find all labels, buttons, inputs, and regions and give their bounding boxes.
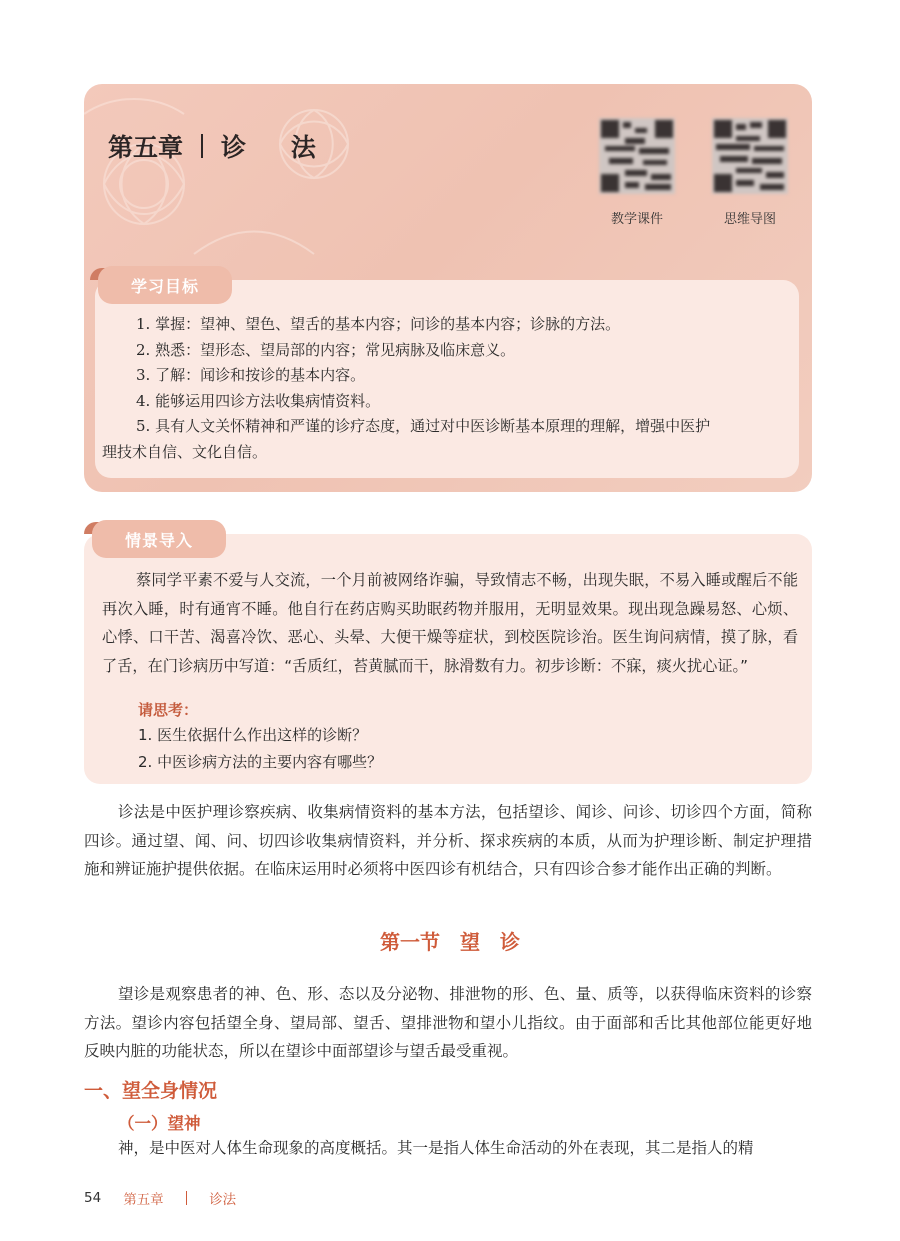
section-title: 第一节 望 诊 xyxy=(380,930,520,954)
learning-objectives-tab: 学习目标 xyxy=(98,266,232,304)
footer-section: 诊法 xyxy=(209,1192,237,1208)
chapter-name: 诊 法 xyxy=(221,133,334,162)
scene-paragraph xyxy=(102,566,798,680)
section-paragraph xyxy=(84,980,812,1066)
floral-pattern-decoration xyxy=(84,84,414,284)
learning-objectives-list xyxy=(102,312,792,465)
mindmap-label: 思维导图 xyxy=(723,212,776,227)
scene-text: 蔡同学平素不爱与人交流，一个月前被网络诈骗，导致情志不畅，出现失眠，不易入睡或醒后不能再次入睡，时有通宵不睡。他自行在药店购买助眠药物并服用，无明显效果。现出现急躁易怒、心烦、心悸、口干苦、渴喜冷饮、恶心、头晕、大便干燥等症状，到校医院诊治。医生询问病情，摸了脉，看了舌，在门诊病历中写道：“舌质红，苔黄腻而干，脉滑数有力。初步诊断：不寐，痰火扰心证。” xyxy=(102,571,798,675)
qr-code-icon xyxy=(599,118,675,194)
objective-item-continuation: 理技术自信、文化自信。 xyxy=(102,442,268,461)
courseware-qr[interactable] xyxy=(598,118,676,227)
objective-item: 2. 熟悉：望形态、望局部的内容；常见病脉及临床意义。 xyxy=(136,340,516,359)
mindmap-qr[interactable] xyxy=(711,118,789,227)
objective-item: 3. 了解：闻诊和按诊的基本内容。 xyxy=(136,366,366,384)
think-label: 请思考： xyxy=(138,701,199,719)
sub-subsection-heading: （一）望神 xyxy=(118,1114,201,1133)
intro-paragraph xyxy=(84,798,812,884)
question-item: 1. 医生依据什么作出这样的诊断？ xyxy=(138,726,368,744)
last-paragraph xyxy=(84,1134,812,1163)
courseware-label: 教学课件 xyxy=(610,212,663,227)
title-divider xyxy=(201,134,203,158)
question-item: 2. 中医诊病方法的主要内容有哪些？ xyxy=(138,753,383,771)
objective-item: 1. 掌握：望神、望色、望舌的基本内容；问诊的基本内容；诊脉的方法。 xyxy=(136,315,621,333)
footer-chapter: 第五章 xyxy=(123,1192,164,1208)
page-footer xyxy=(84,1188,236,1208)
section-text: 望诊是观察患者的神、色、形、态以及分泌物、排泄物的形、色、量、质等，以获得临床资料的诊察方法。望诊内容包括望全身、望局部、望舌、望排泄物和望小儿指纹。由于面部和舌比其他部位能更好地反映内脏的功能状态，所以在望诊中面部望诊与望舌最受重视。 xyxy=(84,985,812,1060)
objective-item: 4. 能够运用四诊方法收集病情资料。 xyxy=(136,391,381,410)
scene-intro-tab: 情景导入 xyxy=(92,520,226,558)
intro-text: 诊法是中医护理诊察疾病、收集病情资料的基本方法，包括望诊、闻诊、问诊、切诊四个方面，简称四诊。通过望、闻、问、切四诊收集病情资料，并分析、探求疾病的本质，从而为护理诊断、制定护理措施和辨证施护提供依据。在临床运用时必须将中医四诊有机结合，只有四诊合参才能作出正确的判断。 xyxy=(84,803,812,878)
objective-item: 5. 具有人文关怀精神和严谨的诊疗态度，通过对中医诊断基本原理的理解，增强中医护 xyxy=(136,417,711,435)
footer-divider xyxy=(186,1191,188,1205)
question-list xyxy=(138,722,382,776)
last-paragraph-text: 神，是中医对人体生命现象的高度概括。其一是指人体生命活动的外在表现，其二是指人的精 xyxy=(118,1139,754,1157)
qr-code-icon xyxy=(712,118,788,194)
chapter-title xyxy=(108,126,334,166)
page-number: 54 xyxy=(84,1190,102,1206)
chapter-number: 第五章 xyxy=(108,133,184,162)
subsection-heading: 一、望全身情况 xyxy=(84,1080,218,1102)
